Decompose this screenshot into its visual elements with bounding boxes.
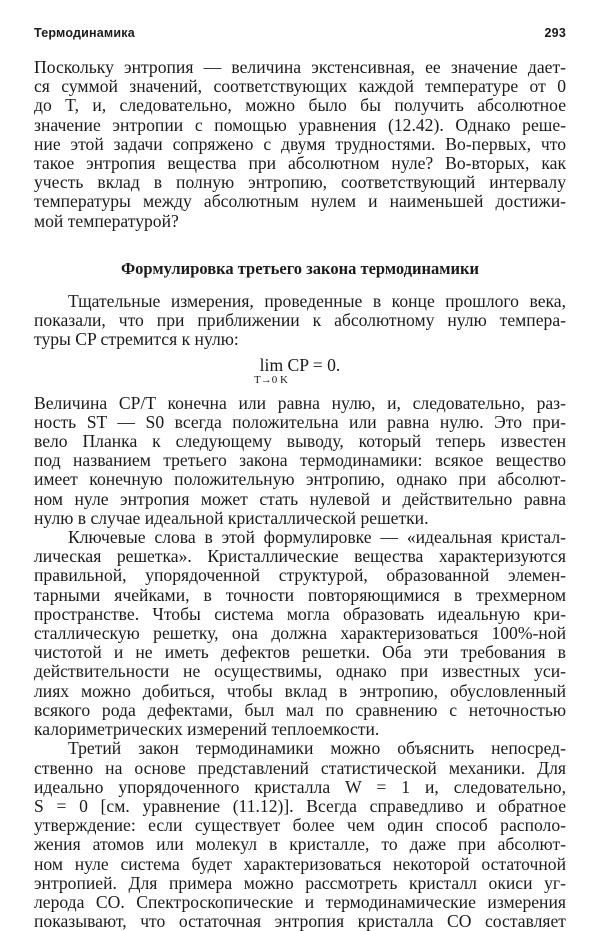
limit-formula [34, 356, 566, 386]
body-text [34, 58, 566, 931]
text-line: S = 0 [см. уравнение (11.12)]. Всегда справедливо и обратное [34, 795, 566, 816]
text-line: калориметрических измерений теплоемкости. [34, 719, 380, 740]
text-line: Величина CP/T конечна или равна нулю, и, следовательно, раз- [34, 392, 566, 413]
text-line: Третий закон термодинамики можно объяснить непосред- [68, 738, 566, 759]
paragraph-3 [34, 394, 566, 528]
text-line: Ключевые слова в этой формулировке — «идеальная кристал- [68, 527, 566, 548]
paragraph-2 [34, 292, 566, 350]
formula-subscript: T→0 K [254, 373, 288, 386]
text-line: энтропией. Для примера можно рассмотреть кристалл окиси уг- [34, 872, 566, 893]
text-line: жения атомов или молекул в кристалле, то даже при абсолют- [34, 834, 566, 855]
text-line: туры CP стремится к нулю: [34, 329, 239, 350]
paragraph-5 [34, 739, 566, 931]
text-line: вело Планка к следующему выводу, который теперь известен [34, 431, 566, 452]
text-line: чистотой и не иметь дефектов решетки. Оба эти требования в [34, 642, 566, 663]
text-line: значение энтропии с помощью уравнения (12.42). Однако реше- [34, 114, 566, 135]
text-line: ние этой задачи сопряжено с двумя трудностями. Во-первых, что [34, 133, 566, 154]
text-line: имеет конечную положительную энтропию, однако при абсолют- [34, 469, 566, 490]
text-line: учесть вклад в полную энтропию, соответствующий интервалу [34, 172, 566, 193]
page-number: 293 [544, 26, 566, 40]
paragraph-4 [34, 528, 566, 739]
page-header [34, 26, 566, 40]
spacer [34, 278, 566, 292]
text-line: Поскольку энтропия — величина экстенсивная, ее значение дает- [34, 57, 566, 77]
text-line: ственно на основе представлений статистической механики. Для [34, 757, 566, 778]
text-line: ся суммой значений, соответствующих каждой температуре от 0 [34, 76, 566, 97]
text-line: такое энтропия вещества при абсолютном нуле? Во-вторых, как [34, 153, 566, 174]
text-line: ном нуле система будет характеризоваться некоторой остаточной [34, 853, 566, 874]
text-line: ном нуле энтропия может стать нулевой и действительно равна [34, 488, 566, 509]
text-line: нулю в случае идеальной кристаллической решетки. [34, 507, 429, 528]
text-line: показывают, что остаточная энтропия кристалла CO составляет [34, 911, 566, 931]
running-title: Термодинамика [34, 26, 135, 40]
text-line: тарными ячейками, в точности повторяющимися в трехмерном [34, 584, 566, 605]
text-line: до T, и, следовательно, можно было бы получить абсолютное [34, 95, 566, 116]
text-line: утверждение: если существует более чем один способ располо- [34, 815, 566, 836]
text-line: лерода CO. Спектроскопические и термодинамические измерения [34, 891, 566, 912]
paragraph-1 [34, 58, 566, 231]
section-heading: Формулировка третьего закона термодинамики [121, 258, 479, 278]
text-line: под названием третьего закона термодинамики: всякое вещество [34, 450, 566, 471]
text-line: действительности не осуществимы, однако при известных уси- [34, 661, 566, 682]
text-line: идеально упорядоченного кристалла W = 1 и, следовательно, [34, 776, 566, 797]
spacer [34, 231, 566, 259]
text-line: лиях можно добиться, чтобы вклад в энтропию, обусловленный [34, 680, 566, 701]
text-line: правильной, упорядоченной структурой, образованной элемен- [34, 565, 566, 586]
text-line: показали, что при приближении к абсолютному нулю темпера- [34, 310, 566, 331]
text-line: лическая решетка». Кристаллические вещества характеризуются [34, 546, 566, 567]
text-line: температуры между абсолютным нулем и наименьшей достижи- [34, 191, 566, 212]
text-line: ность ST — S0 всегда положительна или равна нулю. Это при- [34, 411, 566, 432]
text-line: пространстве. Чтобы система могла образовать идеальную кри- [34, 603, 566, 624]
text-line: сталлическую решетку, она должна характеризоваться 100%-ной [34, 623, 566, 644]
text-line: мой температурой? [34, 210, 179, 231]
text-line: Тщательные измерения, проведенные в конце прошлого века, [68, 291, 566, 312]
text-line: всякого рода дефектами, был мал по сравнению с неточностью [34, 699, 566, 720]
formula-main: lim CP = 0. [259, 354, 341, 375]
